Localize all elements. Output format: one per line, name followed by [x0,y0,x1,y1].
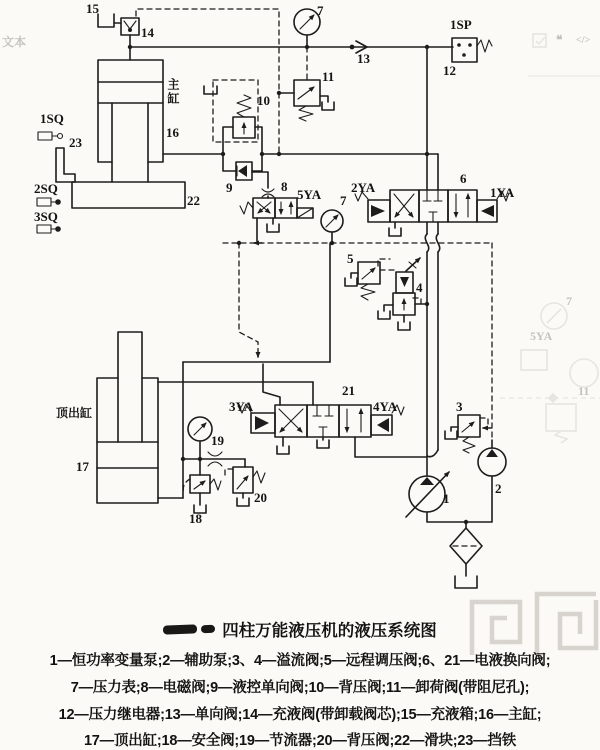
filling-valve-14 [121,18,139,35]
ghost-checkbox-icon [533,34,546,47]
label-16: 16 [166,125,179,140]
drain-tank [317,440,329,448]
label-18: 18 [189,511,202,526]
unloading-valve-11 [294,80,334,121]
label-2YA: 2YA [351,180,376,195]
filter [450,528,482,564]
legend-line-3: 12—压力继电器;13—单向阀;14—充液阀(带卸载阀芯);15—充液箱;16—主缸; [58,707,542,723]
spring [299,106,313,121]
ghost-label-11: 11 [578,384,590,398]
spring [463,437,475,453]
label-2: 2 [495,481,502,496]
drain-tank [445,431,457,439]
label-17: 17 [76,459,89,474]
legend-line-4: 17—顶出缸;18—安全阀;19—节流器;20—背压阀;22—滑块;23—挡铁 [83,733,517,749]
stop-iron-23 [56,148,75,182]
label-8: 8 [281,179,288,194]
spring [253,471,265,483]
label-19: 19 [211,433,224,448]
spring [361,284,375,300]
label-5YA: 5YA [297,187,322,202]
label-2SQ: 2SQ [34,181,58,196]
label-7-top: 7 [317,3,324,18]
limit-switch-2SQ [37,198,61,206]
spring [477,40,492,52]
label-3: 3 [456,399,463,414]
label-1SP: 1SP [450,17,472,32]
pressure-gauge-7-mid [321,210,343,232]
oil-tank [455,576,477,588]
valve-9-10-loop [223,127,262,171]
label-1: 1 [443,491,450,506]
drain-tank [204,86,217,94]
label-1YA: 1YA [490,185,515,200]
main-cylinder-16 [98,60,163,182]
label-3SQ: 3SQ [34,209,58,224]
relief-valve-3 [445,415,480,453]
label-15: 15 [86,1,99,16]
ghost-check-icon [536,37,545,44]
drain-tank [345,278,357,286]
auxiliary-pump-2 [478,448,506,476]
back-pressure-valve-10 [204,86,255,138]
label-4: 4 [416,280,423,295]
ghost-code-icon: </> [576,35,591,46]
label-22: 22 [187,193,200,208]
pressure-relay-12-1SP [452,38,492,62]
remote-pressure-valve-5 [345,262,380,300]
label-12: 12 [443,63,456,78]
directional-valve-6 [355,190,509,236]
label-4YA: 4YA [373,399,398,414]
label-3YA: 3YA [229,399,254,414]
ghost-label-7: 7 [566,294,572,308]
slider-22 [72,182,185,208]
label-6: 6 [460,171,467,186]
ghost-watermark [500,34,600,443]
caption-title-row [0,617,600,641]
limit-switch-3SQ [37,225,61,233]
ink-smudge [201,625,215,633]
safety-valve-18 [190,475,221,513]
pilot-valve-boundary-box [213,80,258,142]
ink-smudge [163,624,197,634]
label-13: 13 [357,51,370,66]
pilot-check-valve-9 [236,162,252,180]
label-1SQ: 1SQ [40,111,64,126]
label-9: 9 [226,180,233,195]
legend-line-1: 1—恒功率变量泵;2—辅助泵;3、4—溢流阀;5—远程调压阀;6、21—电液换向阀; [49,653,551,669]
label-10: 10 [257,93,270,108]
ghost-text-stamp: 文本 [2,35,27,49]
relief-valve-4 [378,258,420,330]
label-23: 23 [69,135,82,150]
label-7-mid: 7 [340,193,347,208]
label-main-cylinder: 主缸 [166,78,180,106]
label-14: 14 [141,25,154,40]
label-5: 5 [347,251,354,266]
drain-tank [322,102,334,110]
filling-tank-15 [98,14,114,27]
lever [406,258,420,271]
label-11: 11 [322,69,335,84]
spring [240,202,253,214]
drain-tank [389,228,401,236]
label-21: 21 [342,383,355,398]
ghost-label-5YA: 5YA [530,329,553,343]
drain-tank [267,224,279,232]
ghost-valve-icon [546,404,576,431]
label-ejector-cylinder: 顶出缸 [56,406,93,420]
ejector-cylinder-17 [97,332,158,503]
legend-line-2: 7—压力表;8—电磁阀;9—液控单向阀;10—背压阀;11—卸荷阀(带阻尼孔); [70,680,530,696]
ghost-quote-icon: ❝ [556,33,563,47]
limit-switch-1SQ [38,132,63,140]
spring [237,95,251,117]
drain-tank [378,311,390,319]
drain-tank [398,322,410,330]
drain-tank [237,498,249,506]
label-20: 20 [254,490,267,505]
spring [210,479,221,490]
pressure-gauge-ejector [188,417,212,441]
figure-title: 四柱万能液压机的液压系统图 [222,622,437,640]
drain-tank [277,446,289,454]
